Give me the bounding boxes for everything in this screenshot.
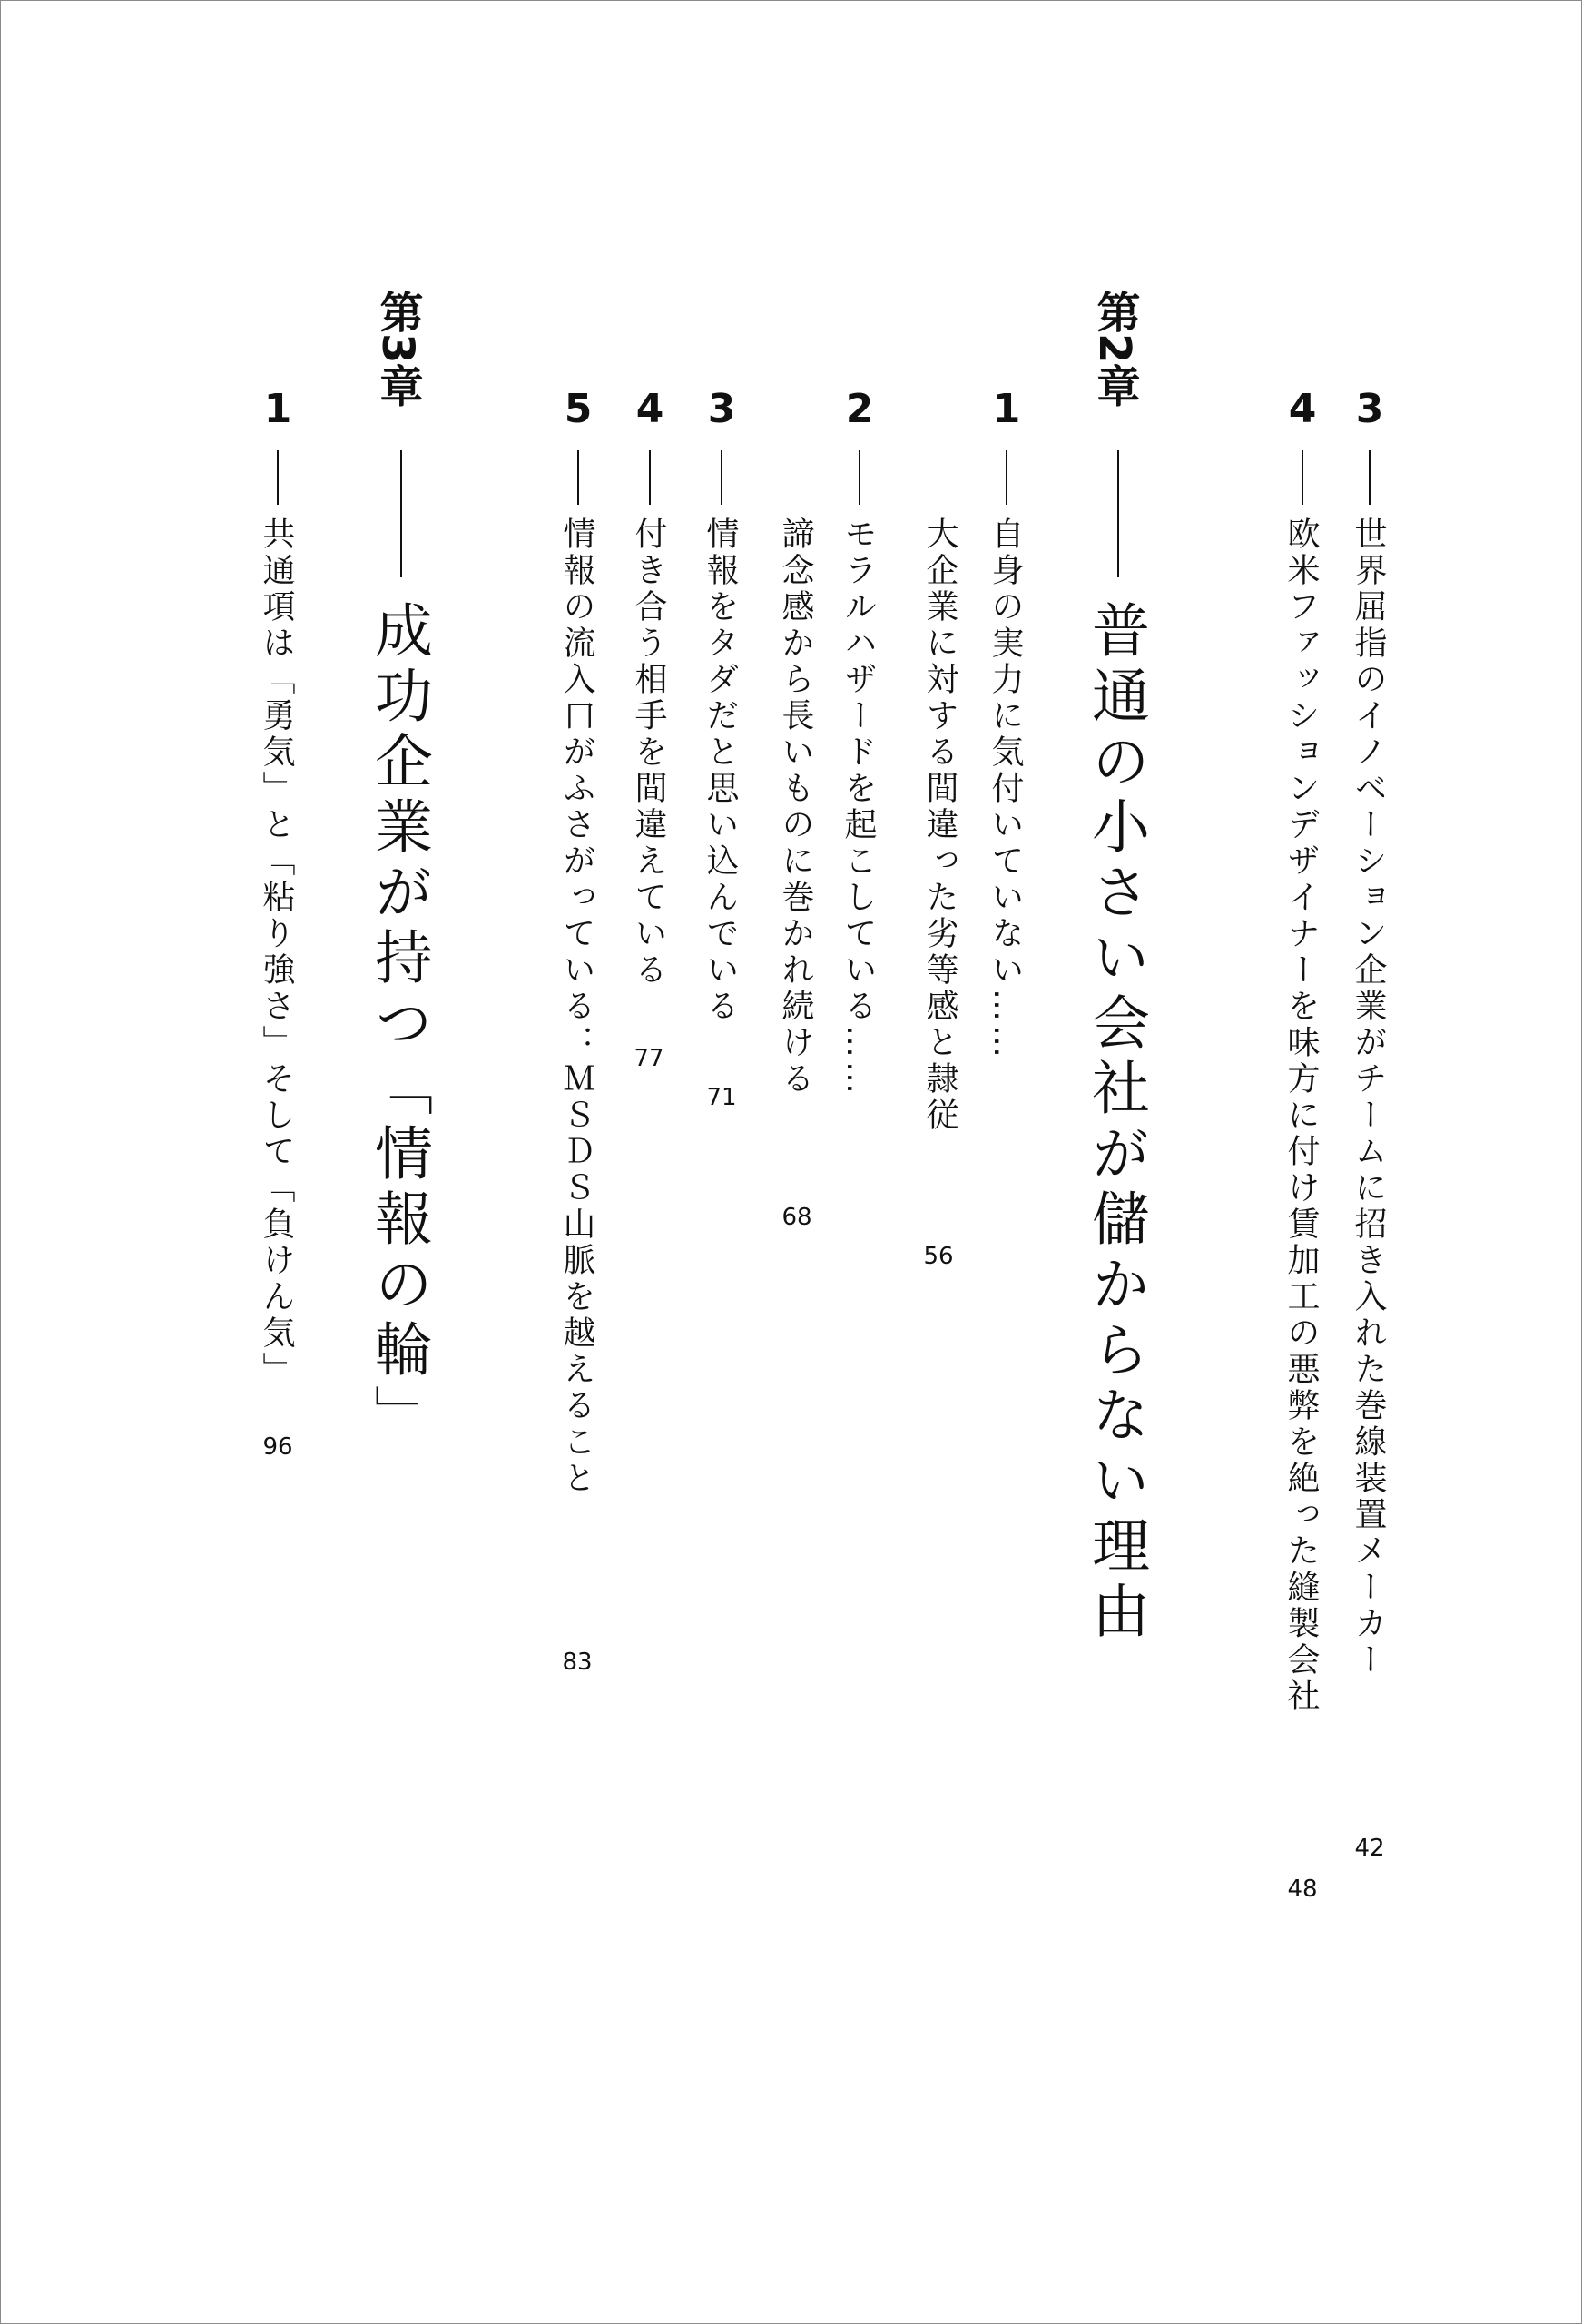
section-rule	[1369, 450, 1371, 505]
item-title-line: モラルハザードを起こしている……	[840, 517, 877, 1098]
item-number: 1	[992, 386, 1021, 432]
item-title-line: 諦念感から長いものに巻かれ続ける	[777, 517, 814, 1098]
page-number: 77	[634, 1045, 664, 1072]
item-title-line: 情報をタダだと思い込んでいる	[702, 517, 739, 1025]
item-rule	[859, 450, 860, 505]
chapter-label: 第2章	[1089, 290, 1140, 408]
item-number: 2	[845, 386, 874, 432]
section-rule	[1302, 450, 1303, 505]
page-number: 71	[706, 1084, 737, 1111]
item-rule	[649, 450, 651, 505]
item-title-line: 大企業に対する間違った劣等感と隷従	[921, 517, 958, 1134]
chapter-label: 第3章	[372, 290, 423, 408]
item-rule	[277, 450, 279, 505]
item-rule	[1006, 450, 1007, 505]
page-number: 83	[562, 1649, 593, 1676]
page-number: 42	[1354, 1835, 1385, 1862]
item-number: 3	[707, 386, 736, 432]
page-number: 56	[923, 1243, 954, 1270]
item-rule	[577, 450, 579, 505]
section-number: 3	[1355, 386, 1384, 432]
page-number: 48	[1287, 1876, 1318, 1903]
section-title: 欧米ファッションデザイナーを味方に付け賃加工の悪弊を絶った縫製会社	[1282, 517, 1320, 1715]
chapter-title: 普通の小さい会社が儲からない理由	[1082, 600, 1149, 1646]
section-title: 世界屈指のイノベーション企業がチームに招き入れた巻線装置メーカー	[1350, 517, 1387, 1679]
page-number: 68	[781, 1204, 812, 1231]
chapter-title: 成功企業が持つ「情報の輪」	[365, 600, 432, 1450]
section-number: 4	[1288, 386, 1317, 432]
item-title-line: 情報の流入口がふさがっている：ＭＳＤＳ山脈を越えること	[558, 517, 595, 1497]
page-number: 96	[262, 1433, 293, 1461]
item-title-line: 自身の実力に気付いていない……	[987, 517, 1024, 1061]
item-number: 5	[564, 386, 593, 432]
item-title-line: 付き合う相手を間違えている	[630, 517, 667, 989]
item-rule	[721, 450, 722, 505]
item-title-line: 共通項は「勇気」と「粘り強さ」そして「負けん気」	[258, 517, 295, 1388]
item-number: 4	[635, 386, 664, 432]
item-number: 1	[263, 386, 292, 432]
chapter-rule	[1117, 450, 1119, 577]
chapter-rule	[400, 450, 402, 577]
